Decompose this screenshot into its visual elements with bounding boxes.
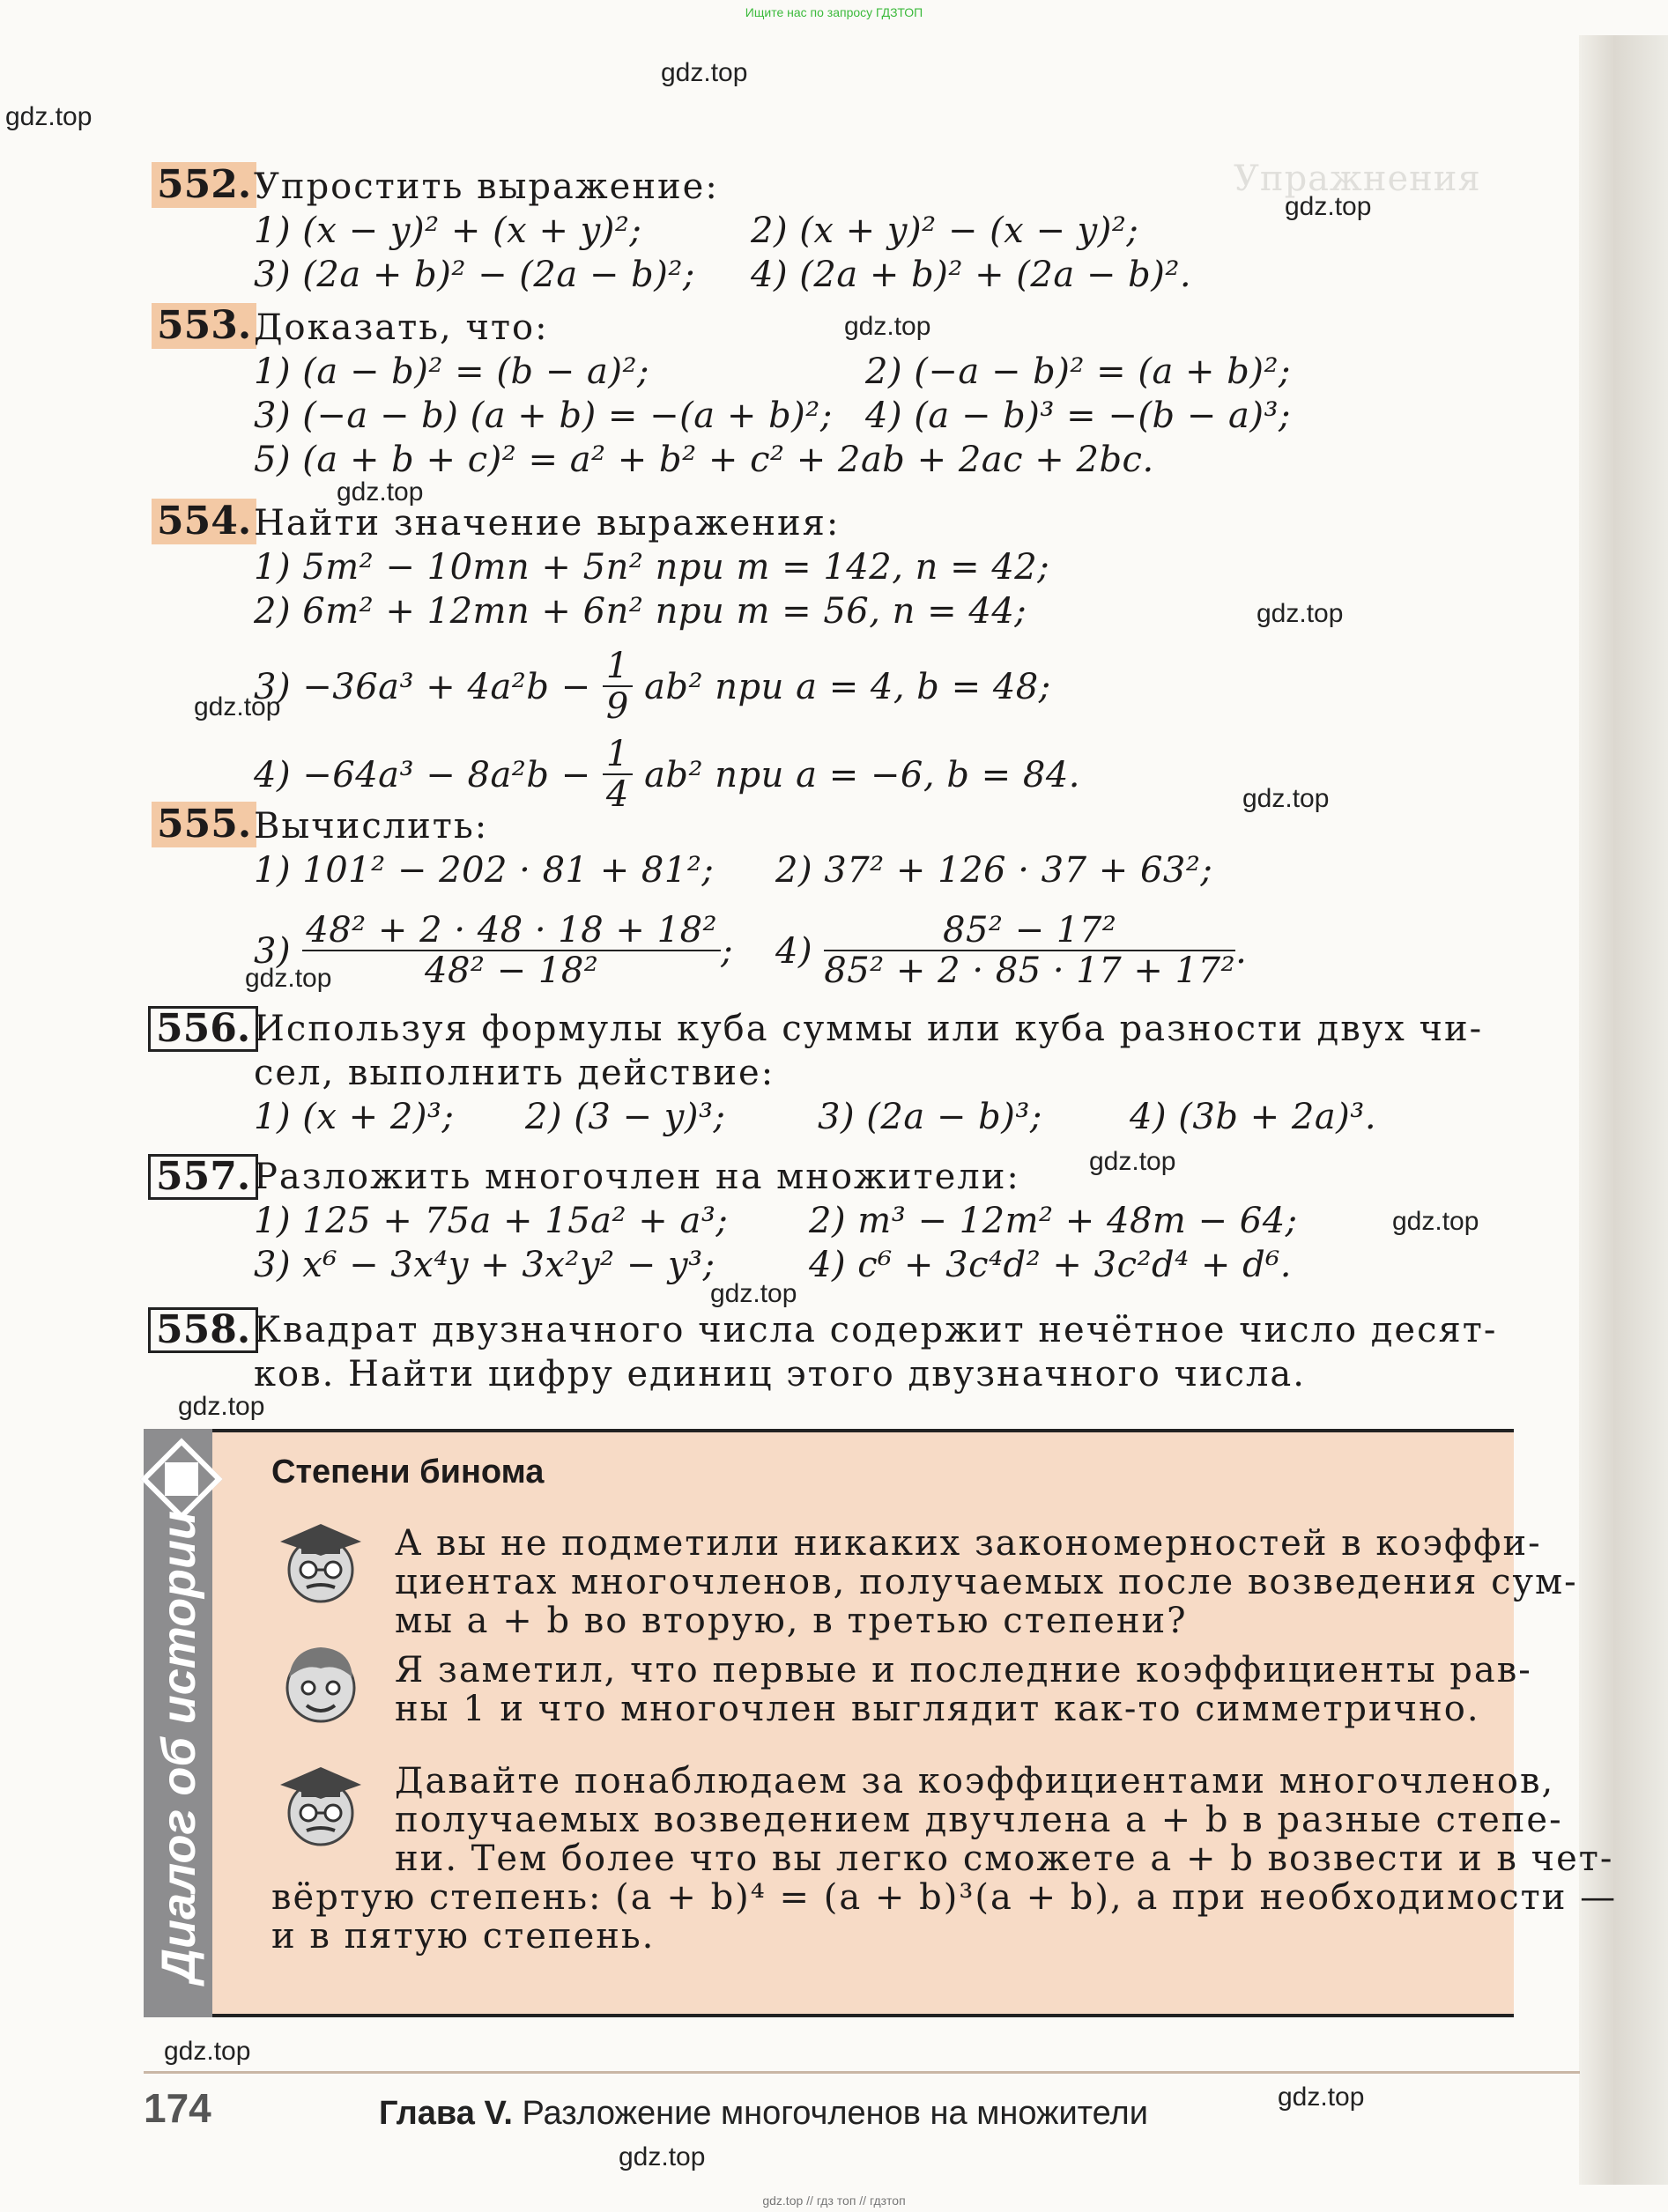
student-avatar-icon bbox=[275, 1637, 367, 1728]
watermark: gdz.top bbox=[5, 102, 93, 131]
problem-555-item: 2) 37² + 126 · 37 + 63²; bbox=[775, 850, 1213, 891]
watermark: gdz.top bbox=[1278, 2083, 1365, 2112]
fraction bbox=[302, 911, 721, 990]
problem-554-item: 1) 5m² − 10mn + 5n² при m = 142, n = 42; bbox=[254, 547, 1050, 588]
problem-554-item: 2) 6m² + 12mn + 6n² при m = 56, n = 44; bbox=[254, 591, 1027, 632]
fraction bbox=[603, 735, 633, 814]
problem-554-title: Найти значение выражения: bbox=[254, 503, 841, 544]
watermark: gdz.top bbox=[1242, 784, 1330, 813]
problem-553-item: 3) (−a − b) (a + b) = −(a + b)²; bbox=[254, 396, 833, 436]
watermark: gdz.top bbox=[844, 312, 931, 341]
watermark: gdz.top bbox=[245, 964, 332, 993]
fraction bbox=[603, 647, 633, 726]
problem-555-item bbox=[254, 910, 734, 994]
problem-number-557: 557. bbox=[148, 1154, 258, 1200]
problem-number-556: 556. bbox=[148, 1006, 258, 1052]
watermark: gdz.top bbox=[1285, 192, 1372, 221]
fraction bbox=[824, 911, 1235, 990]
problem-552-item: 3) (2a + b)² − (2a − b)²; bbox=[254, 255, 695, 295]
problem-553-title: Доказать, что: bbox=[254, 307, 549, 348]
expr-text: 3) bbox=[254, 931, 292, 972]
expr-text: . bbox=[1235, 931, 1248, 972]
problem-553-item: 5) (a + b + c)² = a² + b² + c² + 2ab + 2ac + 2bc. bbox=[254, 440, 1154, 480]
fraction-numerator: 1 bbox=[603, 735, 633, 775]
problem-number-552: 552. bbox=[152, 162, 256, 208]
fraction-denominator: 4 bbox=[605, 774, 629, 815]
professor-avatar-icon bbox=[275, 1515, 367, 1607]
problem-553-item: 2) (−a − b)² = (a + b)²; bbox=[865, 351, 1291, 392]
history-title: Степени бинома bbox=[271, 1454, 545, 1491]
watermark: gdz.top bbox=[178, 1392, 265, 1421]
history-sidebar bbox=[144, 1429, 212, 2017]
history-dialog-line: А вы не подметили никаких закономерностей в коэффи- bbox=[395, 1523, 1542, 1564]
problem-556-text: Используя формулы куба суммы или куба разности двух чи- bbox=[254, 1009, 1484, 1049]
watermark: gdz.top bbox=[619, 2142, 706, 2171]
expr-text: 3) −36a³ + 4a²b − bbox=[254, 667, 591, 707]
history-dialog-line: получаемых возведением двучлена a + b в разные степе- bbox=[395, 1800, 1563, 1840]
problem-555-item: 1) 101² − 202 · 81 + 81²; bbox=[254, 850, 715, 891]
watermark: gdz.top bbox=[661, 58, 748, 87]
expr-text: ; bbox=[721, 931, 734, 972]
fraction-numerator: 48² + 2 · 48 · 18 + 18² bbox=[302, 911, 721, 951]
problem-number-554: 554. bbox=[152, 499, 256, 544]
problem-557-item: 3) x⁶ − 3x⁴y + 3x²y² − y³; bbox=[254, 1245, 715, 1285]
footer-rule bbox=[144, 2071, 1580, 2074]
expr-text: ab² при a = −6, b = 84. bbox=[644, 755, 1080, 795]
chapter-title: Разложение многочленов на множители bbox=[522, 2095, 1148, 2132]
history-dialog-line: ны 1 и что многочлен выглядит как-то симметрично. bbox=[395, 1689, 1480, 1729]
chapter-footer bbox=[379, 2095, 1148, 2133]
problem-number-555: 555. bbox=[152, 802, 256, 847]
watermark: gdz.top bbox=[164, 2037, 251, 2066]
problem-556-item: 3) (2a − b)³; bbox=[818, 1097, 1042, 1137]
fraction-denominator: 85² + 2 · 85 · 17 + 17² bbox=[824, 951, 1236, 991]
expr-text: ab² при a = 4, b = 48; bbox=[644, 667, 1051, 707]
history-dialog-line: ни. Тем более что вы легко сможете a + b возвести и в чет- bbox=[395, 1838, 1614, 1879]
problem-557-item: 1) 125 + 75a + 15a² + a³; bbox=[254, 1201, 729, 1241]
watermark: gdz.top bbox=[194, 692, 281, 721]
problem-554-item bbox=[254, 646, 1051, 729]
problem-555-item bbox=[775, 910, 1248, 994]
chapter-label: Глава V. bbox=[379, 2095, 513, 2132]
problem-552-item: 1) (x − y)² + (x + y)²; bbox=[254, 211, 642, 251]
problem-553-item: 1) (a − b)² = (b − a)²; bbox=[254, 351, 649, 392]
watermark: gdz.top bbox=[1089, 1147, 1176, 1176]
problem-558-text: Квадрат двузначного числа содержит нечётное число десят- bbox=[254, 1310, 1498, 1350]
history-sidebar-title: Диалог об истории bbox=[152, 1510, 205, 1984]
history-dialog-line: мы a + b во вторую, в третью степени? bbox=[395, 1601, 1188, 1641]
bottom-note: gdz.top // гдз топ // гдзтоп bbox=[762, 2194, 906, 2208]
problem-557-title: Разложить многочлен на множители: bbox=[254, 1157, 1020, 1197]
problem-556-item: 4) (3b + 2a)³. bbox=[1130, 1097, 1377, 1137]
problem-number-553: 553. bbox=[152, 303, 256, 349]
fraction-numerator: 85² − 17² bbox=[824, 911, 1235, 951]
history-dialog-line: вёртую степень: (a + b)⁴ = (a + b)³(a + b), а при необходимости — bbox=[271, 1877, 1618, 1918]
watermark: gdz.top bbox=[710, 1279, 797, 1308]
watermark: gdz.top bbox=[1257, 599, 1344, 628]
fraction-denominator: 48² − 18² bbox=[425, 951, 599, 991]
problem-557-item: 4) c⁶ + 3c⁴d² + 3c²d⁴ + d⁶. bbox=[809, 1245, 1292, 1285]
problem-558-text: ков. Найти цифру единиц этого двузначного числа. bbox=[254, 1354, 1306, 1395]
expr-text: 4) bbox=[775, 931, 813, 972]
fraction-denominator: 9 bbox=[605, 686, 629, 727]
professor-avatar-icon bbox=[275, 1758, 367, 1850]
page-number: 174 bbox=[144, 2085, 211, 2131]
history-dialog-line: Я заметил, что первые и последние коэффициенты рав- bbox=[395, 1650, 1532, 1690]
problem-557-item: 2) m³ − 12m² + 48m − 64; bbox=[809, 1201, 1298, 1241]
history-dialog-line: Давайте понаблюдаем за коэффициентами многочленов, bbox=[395, 1761, 1555, 1801]
problem-556-text: сел, выполнить действие: bbox=[254, 1053, 775, 1093]
problem-number-558: 558. bbox=[148, 1307, 258, 1353]
watermark: gdz.top bbox=[1392, 1207, 1479, 1236]
problem-556-item: 1) (x + 2)³; bbox=[254, 1097, 455, 1137]
problem-556-item: 2) (3 − y)³; bbox=[525, 1097, 726, 1137]
history-dialog-line: циентах многочленов, получаемых после возведения сум- bbox=[395, 1562, 1578, 1602]
top-search-note: Ищите нас по запросу ГДЗТОП bbox=[745, 5, 923, 19]
fraction-numerator: 1 bbox=[603, 647, 633, 687]
problem-553-item: 4) (a − b)³ = −(b − a)³; bbox=[865, 396, 1291, 436]
problem-552-item: 2) (x + y)² − (x − y)²; bbox=[751, 211, 1139, 251]
expr-text: 4) −64a³ − 8a²b − bbox=[254, 755, 591, 795]
problem-552-item: 4) (2a + b)² + (2a − b)². bbox=[751, 255, 1192, 295]
watermark: gdz.top bbox=[337, 477, 424, 507]
problem-552-title: Упростить выражение: bbox=[254, 166, 719, 207]
history-dialog-line: и в пятую степень. bbox=[271, 1916, 656, 1957]
bleed-through-text: Упражнения bbox=[1234, 159, 1481, 199]
problem-555-title: Вычислить: bbox=[254, 806, 489, 847]
